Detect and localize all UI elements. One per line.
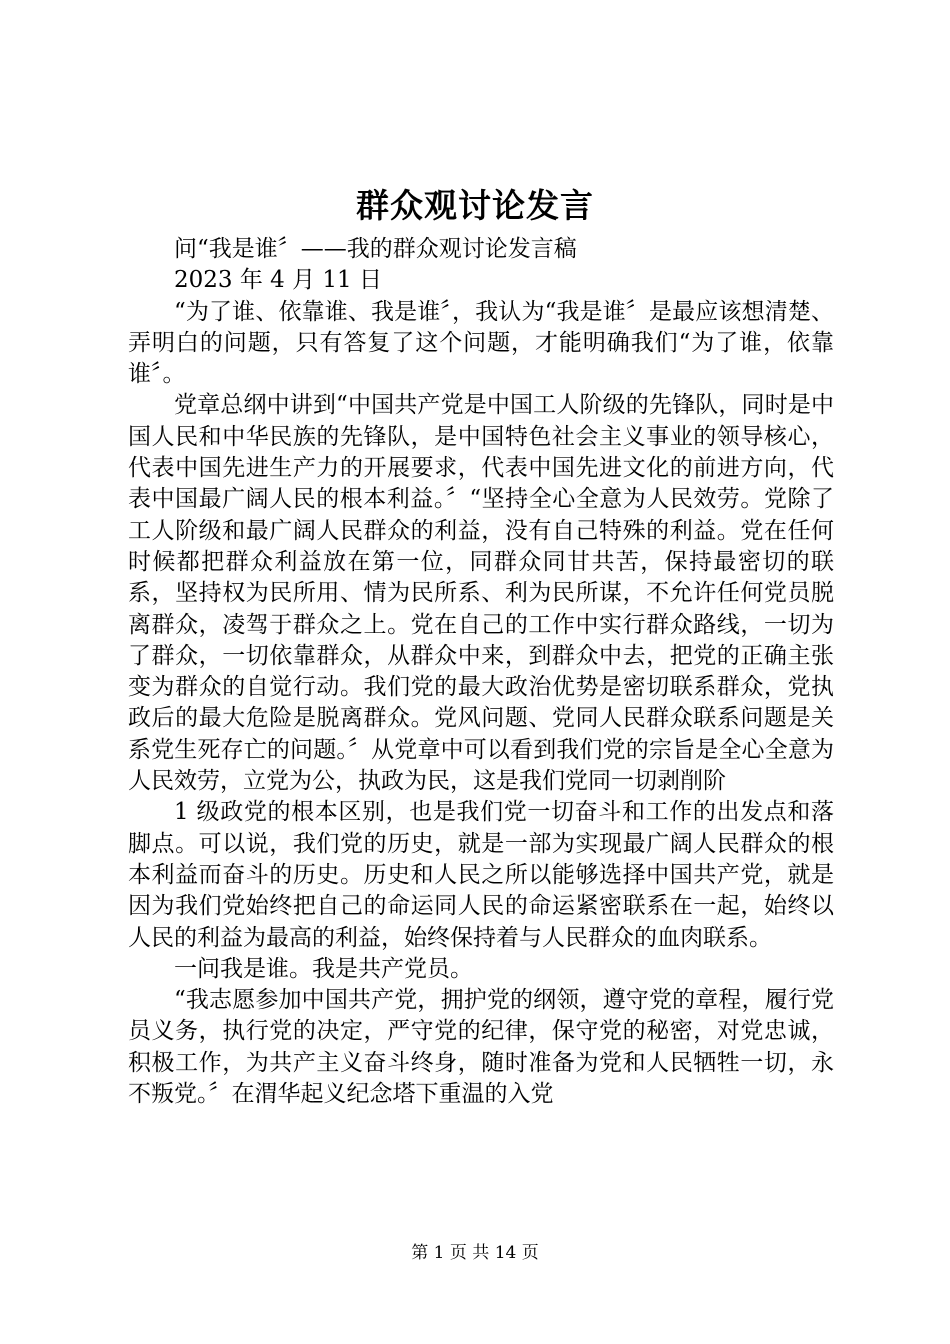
document-body bbox=[128, 234, 834, 1110]
body-paragraph: 一问我是谁。我是共产党员。 bbox=[174, 955, 473, 982]
document-title: 群众观讨论发言 bbox=[356, 186, 594, 225]
body-paragraph: 1 级政党的根本区别，也是我们党一切奋斗和工作的出发点和落脚点。可以说，我们党的历史，就是一部为实现最广阔人民群众的根本利益而奋斗的历史。历史和人民之所以能够选择中国共产党，就是因为我们党始终把自己的命运同人民的命运紧密联系在一起，始终以人民的利益为最高的利益，始终保持着与人民群众的血肉联系。 bbox=[128, 799, 834, 951]
body-paragraph: “为了谁、依靠谁、我是谁〞，我认为“我是谁〞是最应该想清楚、弄明白的问题，只有答复了这个问题，才能明确我们“为了谁，依靠谁〞。 bbox=[128, 298, 834, 388]
body-paragraph: “我志愿参加中国共产党，拥护党的纲领，遵守党的章程，履行党员义务，执行党的决定，严守党的纪律，保守党的秘密，对党忠诚，积极工作，为共产主义奋斗终身，随时准备为党和人民牺牲一切，永不叛党。〞在渭华起义纪念塔下重温的入党 bbox=[128, 987, 834, 1108]
body-paragraph: 党章总纲中讲到“中国共产党是中国工人阶级的先锋队，同时是中国人民和中华民族的先锋队，是中国特色社会主义事业的领导核心，代表中国先进生产力的开展要求，代表中国先进文化的前进方向，代表中国最广阔人民的根本利益。〞“坚持全心全意为人民效劳。党除了工人阶级和最广阔人民群众的利益，没有自己特殊的利益。党在任何时候都把群众利益放在第一位，同群众同甘共苦，保持最密切的联系，坚持权为民所用、情为民所系、利为民所谋，不允许任何党员脱离群众，凌驾于群众之上。党在自己的工作中实行群众路线，一切为了群众，一切依靠群众，从群众中来，到群众中去，把党的正确主张变为群众的自觉行动。我们党的最大政治优势是密切联系群众，党执政后的最大危险是脱离群众。党风问题、党同人民群众联系问题是关系党生死存亡的问题。〞从党章中可以看到我们党的宗旨是全心全意为人民效劳，立党为公，执政为民，这是我们党同一切剥削阶 bbox=[128, 392, 834, 795]
subtitle-paragraph: 问“我是谁〞——我的群众观讨论发言稿 bbox=[174, 236, 577, 262]
page-footer: 第 1 页 共 14 页 bbox=[411, 1243, 539, 1263]
date-paragraph: 2023 年 4 月 11 日 bbox=[174, 267, 382, 294]
